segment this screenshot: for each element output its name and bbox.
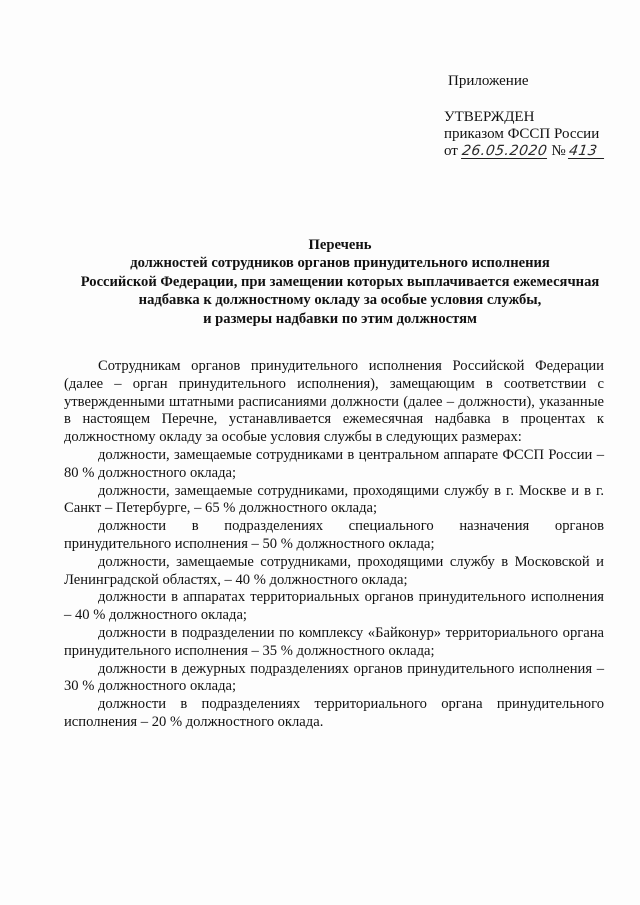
order-date-number-line bbox=[444, 143, 624, 160]
document-body bbox=[64, 358, 604, 732]
list-item: должности в аппаратах территориальных органов принудительного исполнения – 40 % должностного оклада; bbox=[64, 589, 604, 624]
list-item: должности в дежурных подразделениях органов принудительного исполнения – 30 % должностного оклада; bbox=[64, 660, 604, 695]
list-item: должности в подразделениях территориального органа принудительного исполнения – 20 % должностного оклада. bbox=[64, 696, 604, 730]
handwritten-number: 413 bbox=[568, 144, 606, 159]
order-of-label: приказом ФССП России bbox=[444, 126, 600, 142]
approved-label: УТВЕРЖДЕН bbox=[444, 109, 535, 125]
title-line-5: и размеры надбавки по этим должностям bbox=[203, 310, 477, 327]
list-item: должности в подразделении по комплексу «Байконур» территориального органа принудительного исполнения – 35 % должностного оклада; bbox=[64, 624, 604, 659]
title-line-2: должностей сотрудников органов принудительного исполнения bbox=[130, 255, 550, 272]
list-item: должности, замещаемые сотрудниками, проходящими службу в г. Москве и в г. Санкт – Петербурге, – 65 % должностного оклада; bbox=[64, 482, 604, 517]
handwritten-date: 26.05.2020 bbox=[460, 143, 548, 159]
date-prefix: от bbox=[444, 143, 458, 159]
document-title bbox=[40, 236, 640, 328]
title-line-4: надбавка к должностному окладу за особые условия службы, bbox=[138, 292, 542, 309]
list-item: должности, замещаемые сотрудниками, проходящими службу в Московской и Ленинградской областях, – 40 % должностного оклада; bbox=[64, 553, 604, 588]
list-item: должности, замещаемые сотрудниками в центральном аппарате ФССП России – 80 % должностного оклада; bbox=[64, 446, 604, 481]
appendix-label: Приложение bbox=[448, 73, 529, 89]
approval-stamp-block bbox=[444, 109, 624, 160]
intro-paragraph: Сотрудникам органов принудительного исполнения Российской Федерации (далее – орган принудительного исполнения), замещающим в соответствии с утвержденными штатными расписаниями должности (далее – должности), указанные в настоящем Перечне, устанавливается ежемесячная надбавка в процентах к должностному окладу за особые условия службы в следующих размерах: bbox=[64, 358, 604, 446]
list-item: должности в подразделениях специального назначения органов принудительного исполнения – 50 % должностного оклада; bbox=[64, 518, 604, 552]
title-line-1: Перечень bbox=[308, 237, 372, 253]
number-prefix: № bbox=[551, 143, 566, 159]
title-line-3: Российской Федерации, при замещении которых выплачивается ежемесячная bbox=[80, 273, 600, 290]
